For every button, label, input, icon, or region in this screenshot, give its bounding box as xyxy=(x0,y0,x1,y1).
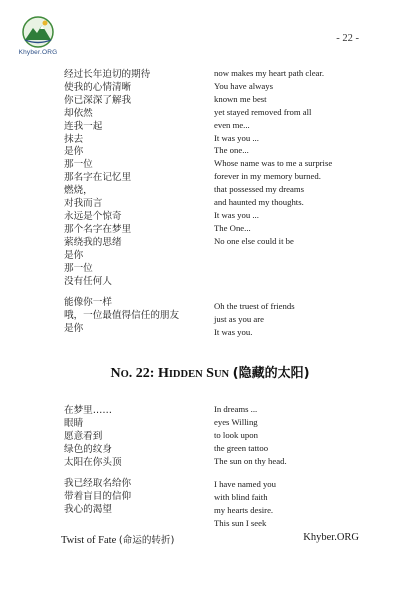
poem-line: In dreams ... xyxy=(214,404,258,414)
poem-line: forever in my memory burned. xyxy=(214,171,321,182)
poem-line: 是你 xyxy=(64,322,84,334)
poem-line: with blind faith xyxy=(214,491,268,502)
poem-line: 却依然 xyxy=(64,107,93,119)
poem-line: eyes Willing xyxy=(214,416,258,427)
footer-site-name: Khyber.ORG xyxy=(303,532,359,543)
poem-line: known me best xyxy=(214,93,267,104)
poem-line: just as you are xyxy=(214,313,264,324)
mountain-emblem-icon xyxy=(22,16,54,48)
poem-line: 那一位 xyxy=(64,159,93,171)
poem1-stanza2-english xyxy=(214,300,295,339)
poem-line: The one... xyxy=(214,145,249,156)
poem-line: 太阳在你头顶 xyxy=(64,456,122,468)
poem1-stanza1-english xyxy=(214,67,332,248)
poem2-stanza2-english xyxy=(214,478,276,530)
poem-line: 愿意看到 xyxy=(64,430,103,442)
page-number: - 22 - xyxy=(336,33,359,44)
poem-line: 眼睛 xyxy=(64,417,84,429)
poem-line: yet stayed removed from all xyxy=(214,106,312,117)
poem-line: 带着盲目的信仰 xyxy=(64,490,132,502)
section-heading xyxy=(0,362,420,382)
poem-line: 永远是个惊奇 xyxy=(64,210,122,222)
poem-line: 抹去 xyxy=(64,133,84,145)
poem-line: 哦，一位最值得信任的朋友 xyxy=(64,309,180,321)
poem-line: that possessed my dreams xyxy=(214,184,304,195)
poem-line: 那个名字在梦里 xyxy=(64,223,132,235)
poem-line: It was you. xyxy=(214,326,253,337)
poem-line: 萦绕我的思绪 xyxy=(64,236,122,248)
poem-line: 你已深深了解我 xyxy=(64,94,132,106)
poem-line: 连我一起 xyxy=(64,120,103,132)
poem-line: 燃烧， xyxy=(64,185,93,197)
footer-book-title xyxy=(61,532,174,546)
poem-line: 使我的心情清晰 xyxy=(64,81,132,93)
poem-line: Oh the truest of friends xyxy=(214,301,295,311)
title-number: . 22: xyxy=(128,366,158,381)
poem-line: 对我而言 xyxy=(64,198,103,210)
title-word1-cap: H xyxy=(157,366,169,381)
footer-title-english: Twist of Fate xyxy=(61,535,119,546)
poem-line: It was you ... xyxy=(214,132,259,143)
poem2-stanza2-chinese xyxy=(64,478,131,517)
poem-line: This sun I seek xyxy=(214,517,267,528)
title-word2-rest: UN xyxy=(213,369,230,380)
poem-line: the green tattoo xyxy=(214,442,269,453)
poem-line: I have named you xyxy=(214,479,276,489)
poem1-stanza2-chinese xyxy=(64,297,179,336)
poem-line: The One... xyxy=(214,222,251,233)
poem-line: 我已经取名给你 xyxy=(64,478,132,489)
poem-line: to look upon xyxy=(214,429,258,440)
poem-line: 那一位 xyxy=(64,262,93,274)
poem-line: now makes my heart path clear. xyxy=(214,68,325,78)
poem-line: 经过长年迫切的期待 xyxy=(64,69,151,80)
footer-title-chinese: (命运的转折) xyxy=(118,535,175,546)
khyber-logo xyxy=(16,16,60,60)
poem-line: 没有任何人 xyxy=(64,275,112,287)
poem-line: even me... xyxy=(214,119,250,130)
poem-line: 那名字在记忆里 xyxy=(64,172,132,184)
poem-line: Whose name was to me a surprise xyxy=(214,158,333,169)
poem-line: and haunted my thoughts. xyxy=(214,197,304,208)
poem-line: No one else could it be xyxy=(214,235,294,246)
poem-line: It was you ... xyxy=(214,209,259,220)
poem-line: The sun on thy head. xyxy=(214,455,287,466)
title-chinese: (隐藏的太阳) xyxy=(232,366,310,381)
title-word1-rest: IDDEN xyxy=(168,369,203,380)
logo-text: Khyber.ORG xyxy=(18,49,58,56)
title-prefix: N xyxy=(110,366,121,381)
title-word2-cap: S xyxy=(206,366,214,381)
poem2-stanza1-english xyxy=(214,403,287,468)
poem-line: 是你 xyxy=(64,146,84,158)
poem-line: 是你 xyxy=(64,249,84,261)
poem1-stanza1-chinese xyxy=(64,69,150,288)
poem-line: 在梦里…… xyxy=(64,405,112,416)
poem-line: 我心的渴望 xyxy=(64,503,112,515)
title-prefix-small: O xyxy=(120,369,129,380)
poem-line: 绿色的纹身 xyxy=(64,443,112,455)
poem2-stanza1-chinese xyxy=(64,405,122,470)
poem-line: You have always xyxy=(214,80,273,91)
poem-line: my hearts desire. xyxy=(214,504,274,515)
poem-line: 能像你一样 xyxy=(64,297,112,308)
